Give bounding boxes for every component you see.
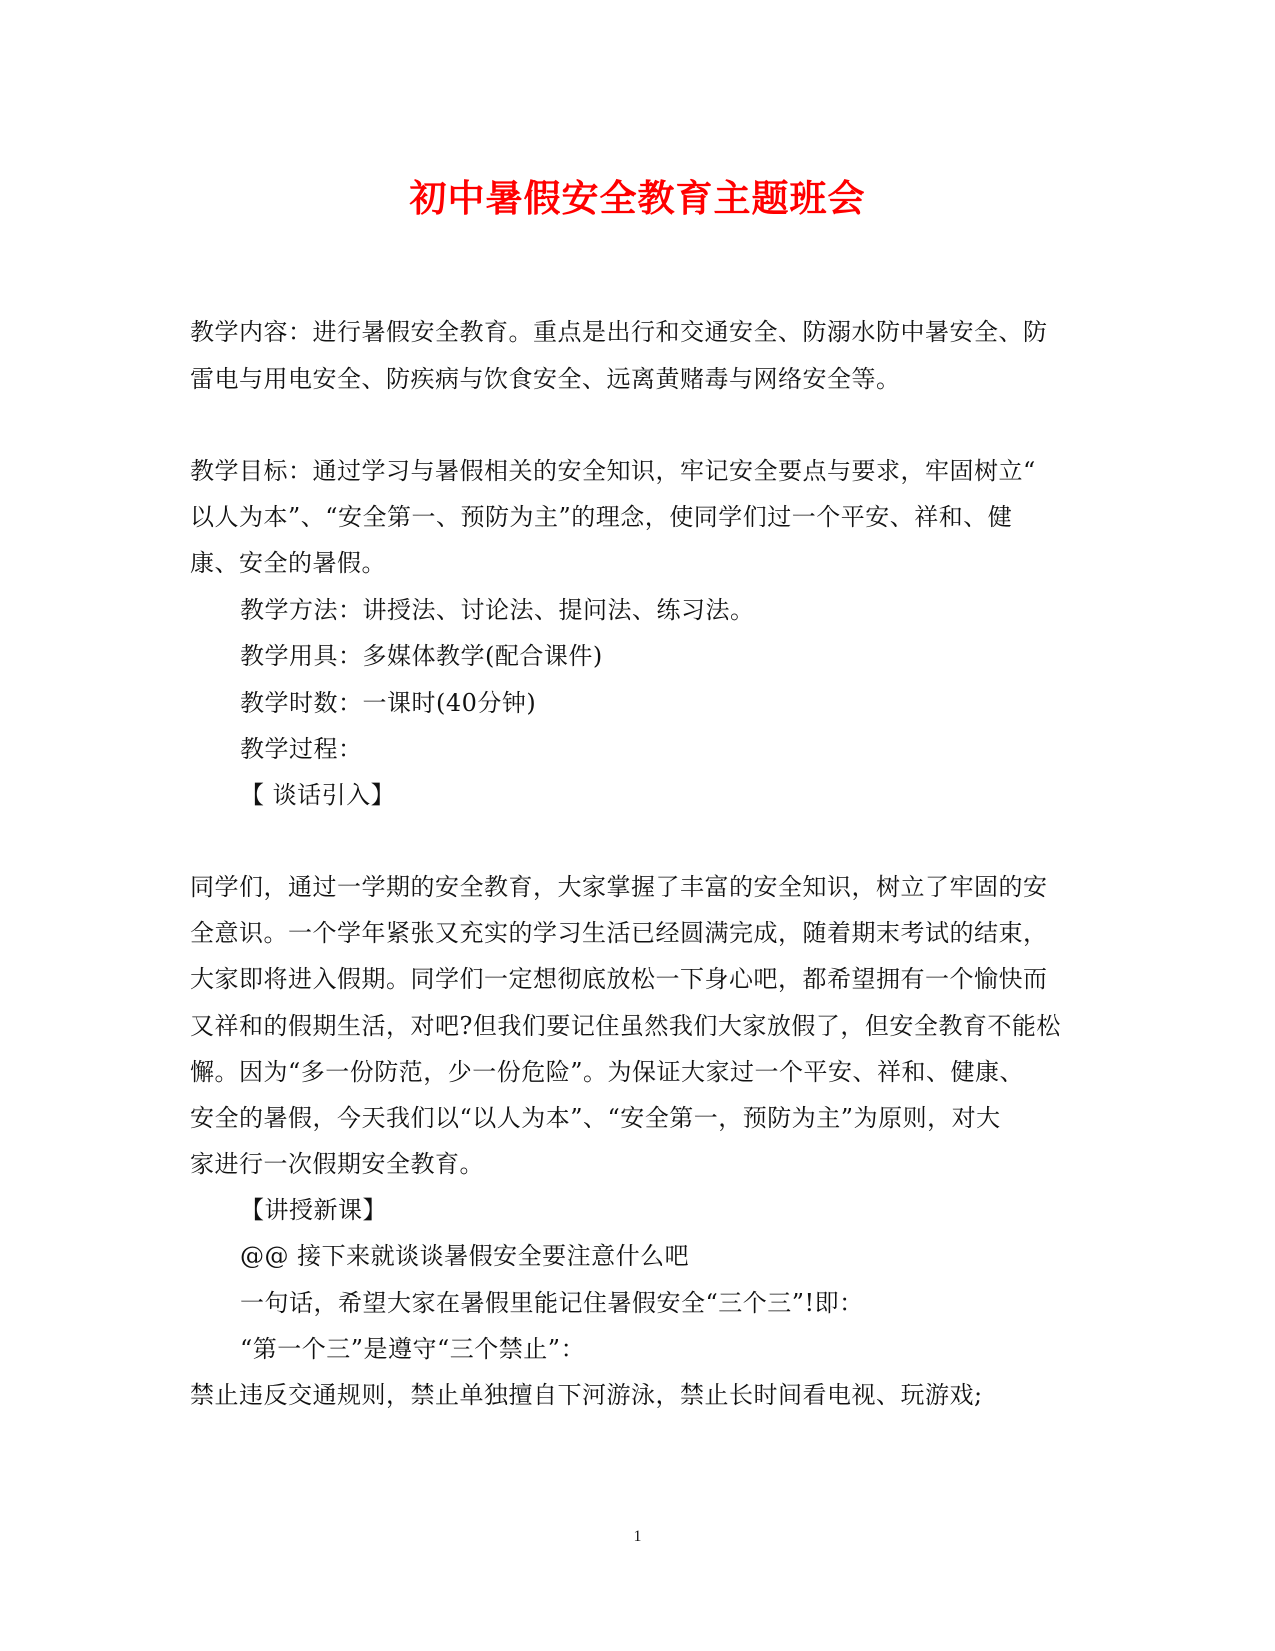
paragraph-line: 全意识。一个学年紧张又充实的学习生活已经圆满完成，随着期末考试的结束， xyxy=(190,919,1048,947)
page-number: 1 xyxy=(633,1528,642,1545)
document-title: 初中暑假安全教育主题班会 xyxy=(409,176,866,220)
paragraph-line: 教学内容：进行暑假安全教育。重点是出行和交通安全、防溺水防中暑安全、防 xyxy=(190,318,1048,346)
paragraph-line: 以人为本”、“安全第一、预防为主”的理念，使同学们过一个平安、祥和、健 xyxy=(190,503,1013,531)
paragraph-line: 又祥和的假期生活，对吧?但我们要记住虽然我们大家放假了，但安全教育不能松 xyxy=(190,1012,1061,1040)
paragraph-line: 教学时数：一课时(40分钟) xyxy=(240,689,537,717)
section-heading: 【 谈话引入】 xyxy=(240,781,396,809)
paragraph-line: 教学过程： xyxy=(240,735,363,763)
paragraph-line: 家进行一次假期安全教育。 xyxy=(190,1150,484,1178)
paragraph-line: 大家即将进入假期。同学们一定想彻底放松一下身心吧，都希望拥有一个愉快而 xyxy=(190,965,1048,993)
paragraph-line: 安全的暑假，今天我们以“以人为本”、“安全第一，预防为主”为原则，对大 xyxy=(190,1104,1001,1132)
paragraph-line: 教学用具：多媒体教学(配合课件) xyxy=(240,642,603,670)
paragraph-line: 同学们，通过一学期的安全教育，大家掌握了丰富的安全知识，树立了牢固的安 xyxy=(190,873,1048,901)
paragraph-line: 一句话，希望大家在暑假里能记住暑假安全“三个三”!即： xyxy=(240,1289,864,1317)
section-heading: 【讲授新课】 xyxy=(240,1196,387,1224)
paragraph-line: 教学目标：通过学习与暑假相关的安全知识，牢记安全要点与要求，牢固树立“ xyxy=(190,457,1036,485)
paragraph-line: 康、安全的暑假。 xyxy=(190,549,386,577)
paragraph-line: “第一个三”是遵守“三个禁止”： xyxy=(240,1335,586,1363)
paragraph-line: 懈。因为“多一份防范，少一份危险”。为保证大家过一个平安、祥和、健康、 xyxy=(190,1058,1025,1086)
paragraph-line: 教学方法：讲授法、讨论法、提问法、练习法。 xyxy=(240,596,755,624)
paragraph-line: @@ 接下来就谈谈暑假安全要注意什么吧 xyxy=(240,1242,690,1270)
paragraph-line: 禁止违反交通规则，禁止单独擅自下河游泳，禁止长时间看电视、玩游戏; xyxy=(190,1381,983,1409)
paragraph-line: 雷电与用电安全、防疾病与饮食安全、远离黄赌毒与网络安全等。 xyxy=(190,365,901,393)
